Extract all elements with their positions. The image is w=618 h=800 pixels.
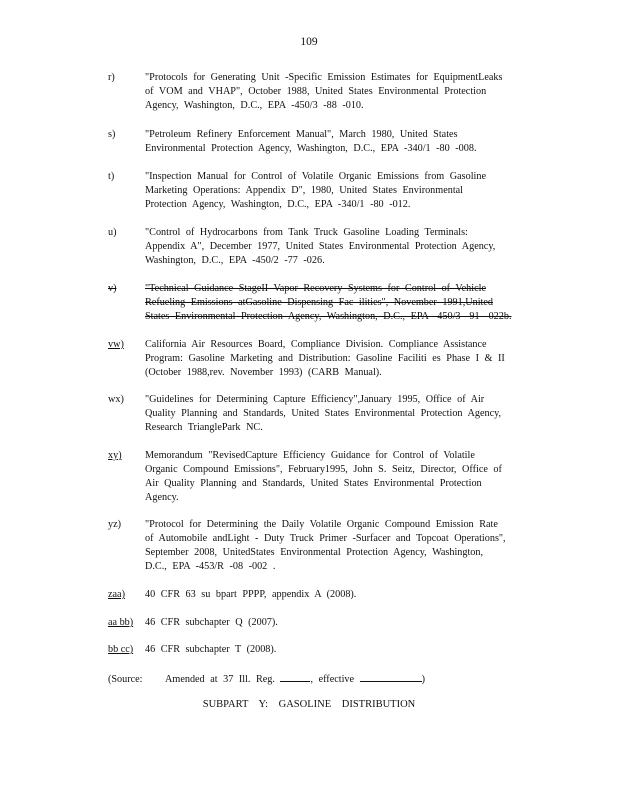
- source-prefix: (Source:: [108, 674, 143, 685]
- entry-line: September 2008, UnitedStates Environmental Protection Agency, Washington,: [145, 546, 484, 558]
- entry-line: Marketing Operations: Appendix D", 1980, United States Environmental: [145, 184, 463, 196]
- entry-line: of Automobile andLight - Duty Truck Primer -Surfacer and Topcoat Operations",: [145, 532, 506, 544]
- entry-line: "Protocol for Determining the Daily Volatile Organic Compound Emission Rate: [145, 519, 498, 530]
- entry-line: Air Quality Planning and Standards, United States Environmental Protection: [145, 477, 482, 489]
- entry-line: "Control of Hydrocarbons from Tank Truck Gasoline Loading Terminals:: [145, 227, 468, 238]
- entry-text: [145, 128, 541, 156]
- source-effective: effective: [318, 674, 355, 685]
- page-number: 109: [300, 36, 318, 48]
- entry-label: v): [108, 283, 117, 294]
- entry-label: u): [108, 227, 117, 238]
- source-text: Amended at 37 Ill. Reg.: [165, 674, 275, 685]
- entry-line: Washington, D.C., EPA -450/2 -77 -026.: [145, 254, 325, 266]
- entry-line: Agency.: [145, 491, 179, 503]
- entry-line: (October 1988,rev. November 1993) (CARB Manual).: [145, 366, 382, 378]
- entry-text: [145, 393, 541, 435]
- effective-date-blank: [360, 671, 422, 682]
- entry-text: [145, 226, 541, 268]
- source-suffix: ): [421, 674, 425, 685]
- entry-line: of VOM and VHAP", October 1988, United States Environmental Protection: [145, 85, 487, 97]
- entry-label: t): [108, 171, 115, 182]
- entry-line: "Petroleum Refinery Enforcement Manual", March 1980, United States: [145, 129, 458, 140]
- entry-text: [145, 449, 541, 505]
- entry-line: Organic Compound Emissions", February1995, John S. Seitz, Director, Office of: [145, 463, 502, 475]
- source-note: [108, 671, 425, 685]
- entry-text: [145, 518, 541, 574]
- entry-text: [145, 338, 541, 380]
- entry-label: xy): [108, 450, 122, 461]
- entry-text: [145, 616, 541, 630]
- entry-line: Environmental Protection Agency, Washington, D.C., EPA -340/1 -80 -008.: [145, 142, 477, 154]
- entry-line: Refueling Emissions atGasoline Dispensing Fac ilities", November 1991,United: [145, 296, 493, 308]
- entry-line: Research TrianglePark NC.: [145, 421, 263, 433]
- entry-label: aa bb): [108, 617, 134, 628]
- entry-text: [145, 170, 541, 212]
- reg-page-blank: [280, 671, 310, 682]
- entry-text: [145, 588, 541, 602]
- entry-line: 46 CFR subchapter Q (2007).: [145, 617, 278, 628]
- entry-line: Quality Planning and Standards, United States Environmental Protection Agency,: [145, 407, 502, 419]
- source-comma: ,: [310, 674, 314, 685]
- entry-text: [145, 643, 541, 657]
- subpart-heading: SUBPART Y: GASOLINE DISTRIBUTION: [202, 699, 416, 710]
- entry-text: [145, 282, 541, 324]
- entry-text: [145, 71, 541, 113]
- entry-line: "Protocols for Generating Unit -Specific Emission Estimates for EquipmentLeaks: [145, 72, 503, 83]
- entry-label: wx): [108, 394, 124, 405]
- entry-line: "Guidelines for Determining Capture Efficiency",January 1995, Office of Air: [145, 394, 485, 405]
- entry-line: Agency, Washington, D.C., EPA -450/3 -88 -010.: [145, 99, 364, 111]
- entry-label: vw): [108, 339, 124, 350]
- entry-line: D.C., EPA -453/R -08 -002 .: [145, 560, 276, 572]
- entry-line: Protection Agency, Washington, D.C., EPA -340/1 -80 -012.: [145, 198, 411, 210]
- entry-label: r): [108, 72, 115, 83]
- entry-line: California Air Resources Board, Compliance Division. Compliance Assistance: [145, 339, 487, 350]
- entry-line: "Technical Guidance StageII Vapor Recovery Systems for Control of Vehicle: [145, 283, 486, 294]
- entry-line: Program: Gasoline Marketing and Distribution: Gasoline Faciliti es Phase I & II: [145, 352, 505, 364]
- entry-label: yz): [108, 519, 122, 530]
- entry-line: Memorandum "RevisedCapture Efficiency Guidance for Control of Volatile: [145, 450, 475, 461]
- entry-line: States Environmental Protection Agency, Washington, D.C., EPA -450/3 -91 -022b.: [145, 310, 512, 322]
- entry-line: "Inspection Manual for Control of Volatile Organic Emissions from Gasoline: [145, 171, 486, 182]
- entry-label: s): [108, 129, 116, 140]
- entry-label: zaa): [108, 589, 125, 600]
- entry-label: bb cc): [108, 644, 134, 655]
- entry-line: Appendix A", December 1977, United States Environmental Protection Agency,: [145, 240, 496, 252]
- entry-line: 40 CFR 63 su bpart PPPP, appendix A (2008).: [145, 589, 357, 600]
- entry-line: 46 CFR subchapter T (2008).: [145, 644, 277, 655]
